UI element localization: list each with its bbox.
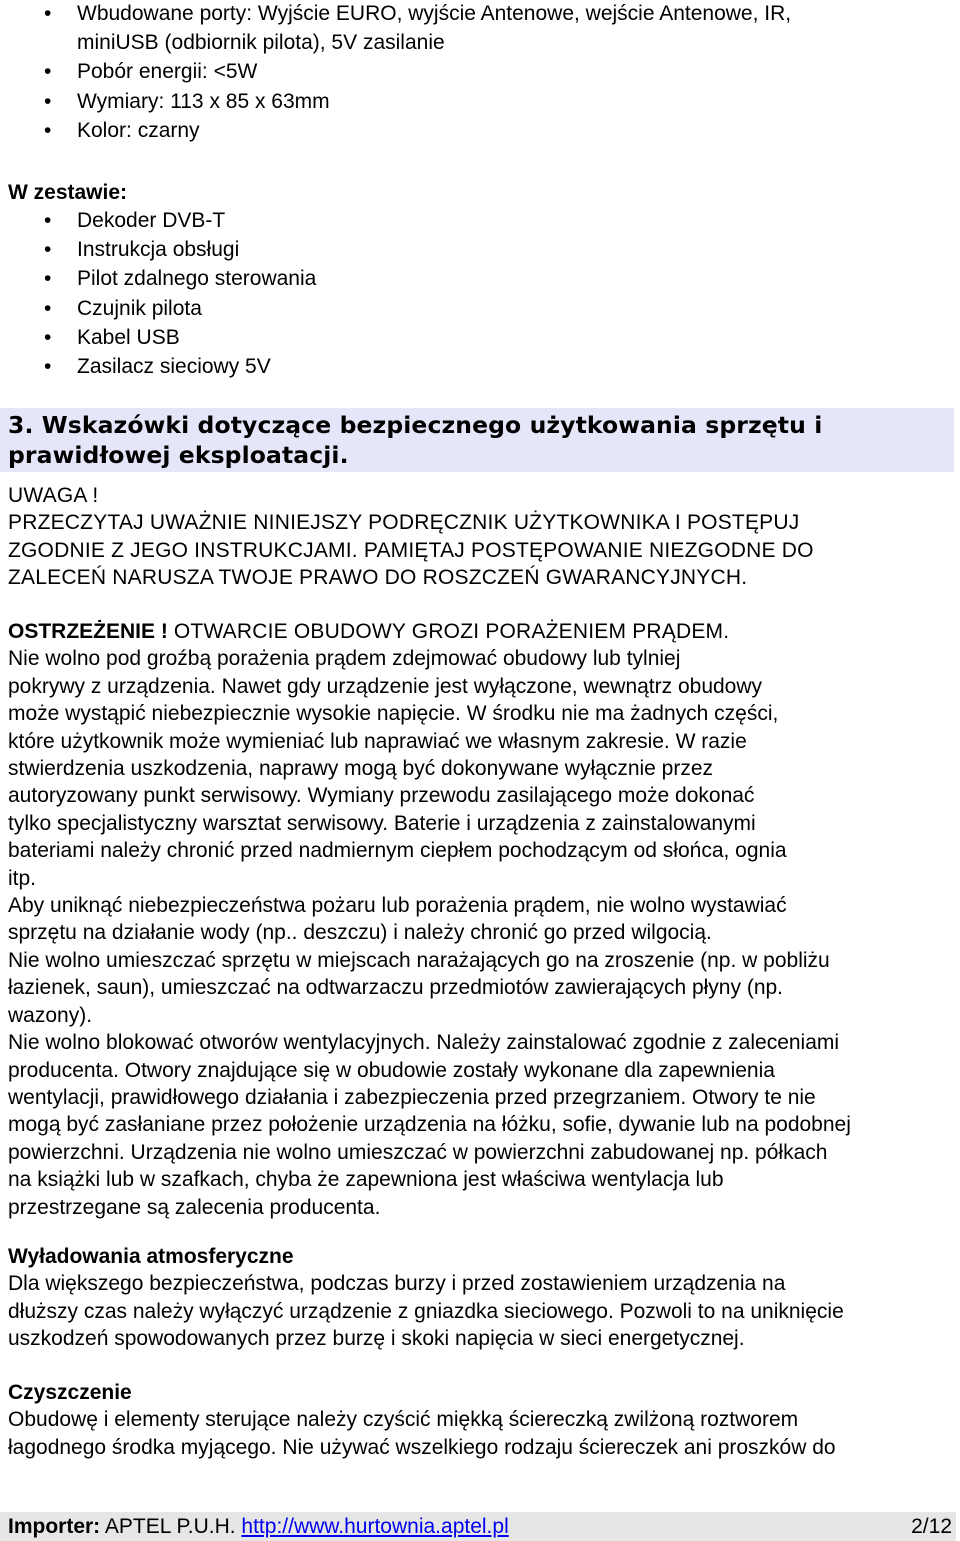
list-item bbox=[0, 323, 940, 352]
kit-list bbox=[0, 206, 940, 381]
list-item bbox=[0, 0, 940, 57]
spec-text: Kolor: czarny bbox=[77, 118, 200, 142]
kit-item-text: Pilot zdalnego sterowania bbox=[77, 267, 317, 291]
importer-website-link[interactable]: http://www.hurtownia.aptel.pl bbox=[241, 1515, 509, 1538]
bullet-icon: • bbox=[44, 325, 52, 349]
lightning-line: dłuższy czas należy wyłączyć urządzenie z gniazdka sieciowego. Pozwoli to na uniknięcie bbox=[8, 1299, 844, 1323]
bullet-icon: • bbox=[44, 267, 52, 291]
caution-line: łazienek, saun), umieszczać na odtwarzaczu przedmiotów zawierających płyny (np. bbox=[8, 976, 784, 1000]
caution-paragraph bbox=[8, 618, 956, 1221]
spec-text-cont: miniUSB (odbiornik pilota), 5V zasilanie bbox=[77, 31, 445, 55]
warning-line: ZGODNIE Z JEGO INSTRUKCJAMI. PAMIĘTAJ POSTĘPOWANIE NIEZGODNE DO bbox=[8, 538, 814, 562]
caution-line: Nie wolno blokować otworów wentylacyjnych. Należy zainstalować zgodnie z zaleceniami bbox=[8, 1031, 840, 1055]
bullet-icon: • bbox=[44, 355, 52, 379]
bullet-icon: • bbox=[44, 209, 52, 232]
list-item bbox=[0, 352, 940, 381]
warning-notice bbox=[8, 482, 956, 592]
bullet-icon: • bbox=[44, 2, 52, 25]
caution-line: Aby uniknąć niebezpieczeństwa pożaru lub porażenia prądem, nie wolno wystawiać bbox=[8, 894, 787, 918]
section-heading-line: 3. Wskazówki dotyczące bezpiecznego użytkowania sprzętu i bbox=[8, 411, 823, 439]
caution-line: mogą być zasłaniane przez położenie urządzenia na łóżku, sofie, dywanie lub na podobnej bbox=[8, 1113, 851, 1137]
lightning-heading: Wyładowania atmosferyczne bbox=[8, 1245, 294, 1268]
caution-line: wentylacji, prawidłowego działania i zabezpieczenia przed przegrzaniem. Otwory te nie bbox=[8, 1085, 816, 1109]
list-item bbox=[0, 235, 940, 264]
list-item bbox=[0, 264, 940, 293]
caution-line: powierzchni. Urządzenia nie wolno umieszczać w powierzchni zabudowanej np. półkach bbox=[8, 1140, 828, 1164]
caution-line: pokrywy z urządzenia. Nawet gdy urządzenie jest wyłączone, wewnątrz obudowy bbox=[8, 674, 763, 698]
section-heading-line: prawidłowej eksploatacji. bbox=[8, 441, 349, 469]
list-item bbox=[0, 87, 940, 116]
footer-importer bbox=[8, 1512, 509, 1541]
spec-text: Wymiary: 113 x 85 x 63mm bbox=[77, 89, 330, 113]
cleaning-line: Obudowę i elementy sterujące należy czyścić miękką ściereczką zwilżoną roztworem bbox=[8, 1408, 799, 1432]
warning-line: ZALECEŃ NARUSZA TWOJE PRAWO DO ROSZCZEŃ GWARANCYJNYCH. bbox=[8, 566, 748, 590]
caution-line: tylko specjalistyczny warsztat serwisowy. Baterie i urządzenia z zainstalowanymi bbox=[8, 811, 756, 835]
page-footer bbox=[0, 1512, 956, 1541]
bullet-icon: • bbox=[44, 296, 52, 320]
bullet-icon: • bbox=[44, 89, 52, 113]
spec-list bbox=[0, 0, 940, 145]
lightning-line: uszkodzeń spowodowanych przez burzę i skoki napięcia w sieci energetycznej. bbox=[8, 1327, 745, 1351]
cleaning-heading: Czyszczenie bbox=[8, 1381, 132, 1404]
caution-label: OSTRZEŻENIE ! bbox=[8, 620, 168, 643]
caution-line: wazony). bbox=[8, 1003, 93, 1027]
lightning-section bbox=[8, 1243, 956, 1353]
caution-line: przestrzegane są zalecenia producenta. bbox=[8, 1195, 381, 1219]
list-item bbox=[0, 57, 940, 86]
list-item bbox=[0, 294, 940, 323]
kit-item-text: Instrukcja obsługi bbox=[77, 238, 240, 262]
caution-line: Nie wolno umieszczać sprzętu w miejscach narażających go na zroszenie (np. w pobliżu bbox=[8, 948, 830, 972]
caution-line: na książki lub w szafkach, chyba że zapewniona jest właściwa wentylacja lub bbox=[8, 1168, 724, 1192]
warning-line: PRZECZYTAJ UWAŻNIE NINIEJSZY PODRĘCZNIK UŻYTKOWNIKA I POSTĘPUJ bbox=[8, 511, 800, 535]
caution-headline: OTWARCIE OBUDOWY GROZI PORAŻENIEM PRĄDEM. bbox=[167, 620, 730, 643]
section-heading bbox=[0, 408, 954, 472]
caution-line: producenta. Otwory znajdujące się w obudowie zostały wykonane dla zapewnienia bbox=[8, 1058, 775, 1082]
importer-company: APTEL P.U.H. bbox=[100, 1515, 242, 1538]
bullet-icon: • bbox=[44, 238, 52, 262]
list-item bbox=[0, 206, 940, 235]
kit-item-text: Kabel USB bbox=[77, 325, 180, 349]
caution-line: sprzętu na działanie wody (np.. deszczu) i należy chronić go przed wilgocią. bbox=[8, 921, 712, 945]
lightning-line: Dla większego bezpieczeństwa, podczas burzy i przed zostawieniem urządzenia na bbox=[8, 1272, 786, 1296]
spec-text: Wbudowane porty: Wyjście EURO, wyjście Antenowe, wejście Antenowe, IR, bbox=[77, 2, 792, 25]
importer-label: Importer: bbox=[8, 1515, 101, 1538]
caution-line: bateriami należy chronić przed nadmiernym ciepłem pochodzącym od słońca, ognia bbox=[8, 839, 787, 863]
page-number: 2/12 bbox=[911, 1515, 952, 1538]
list-item bbox=[0, 116, 940, 145]
caution-line: autoryzowany punkt serwisowy. Wymiany przewodu zasilającego może dokonać bbox=[8, 784, 755, 808]
caution-line: Nie wolno pod groźbą porażenia prądem zdejmować obudowy lub tylniej bbox=[8, 647, 681, 671]
caution-line: może wystąpić niebezpiecznie wysokie napięcie. W środku nie ma żadnych części, bbox=[8, 702, 779, 726]
warning-label: UWAGA ! bbox=[8, 484, 99, 507]
kit-item-text: Dekoder DVB-T bbox=[77, 209, 226, 232]
cleaning-section bbox=[8, 1379, 956, 1461]
spec-text: Pobór energii: <5W bbox=[77, 60, 258, 84]
caution-line: stwierdzenia uszkodzenia, naprawy mogą być dokonywane wyłącznie przez bbox=[8, 757, 714, 781]
caution-line: które użytkownik może wymieniać lub naprawiać we własnym zakresie. W razie bbox=[8, 729, 747, 753]
bullet-icon: • bbox=[44, 60, 52, 84]
caution-line: itp. bbox=[8, 866, 37, 890]
cleaning-line: łagodnego środka myjącego. Nie używać wszelkiego rodzaju ściereczek ani proszków do bbox=[8, 1435, 836, 1459]
kit-item-text: Zasilacz sieciowy 5V bbox=[77, 355, 271, 379]
kit-heading: W zestawie: bbox=[8, 181, 128, 204]
kit-item-text: Czujnik pilota bbox=[77, 296, 202, 320]
bullet-icon: • bbox=[44, 118, 52, 142]
